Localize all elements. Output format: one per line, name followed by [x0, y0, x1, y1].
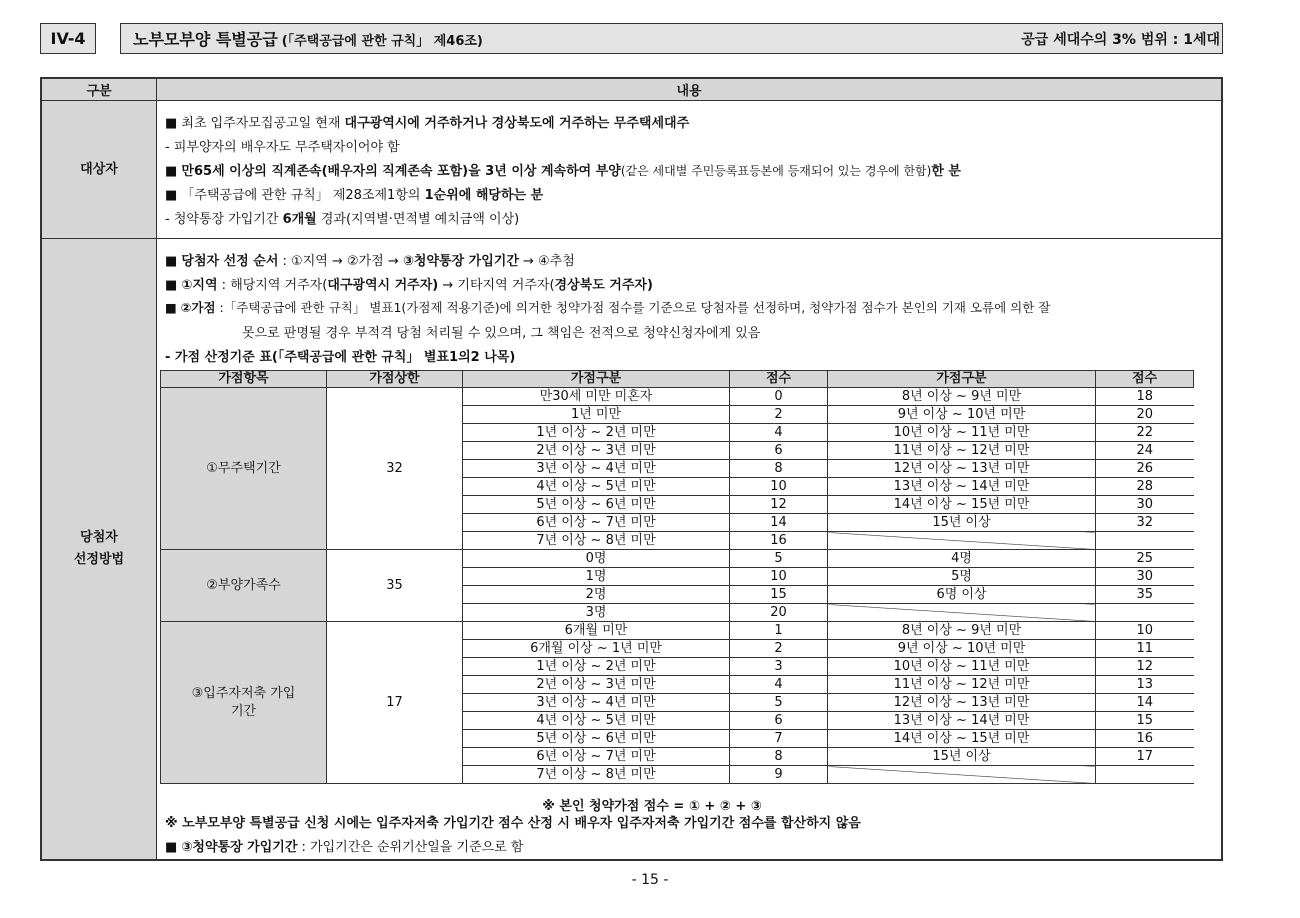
empty-cell — [1096, 532, 1194, 550]
score-value: 9 — [730, 766, 828, 784]
score-category: 0명 — [463, 550, 730, 568]
score-category: 11년 이상 ~ 12년 미만 — [828, 442, 1096, 460]
score-category: 만30세 미만 미혼자 — [463, 388, 730, 406]
text-bold: 한 분 — [931, 164, 961, 179]
text-bold: ③청약통장 가입기간 — [402, 254, 519, 269]
text: : ①지역 → ②가점 → — [278, 254, 403, 269]
selection-line-1: ■ 당첨자 선정 순서 : ①지역 → ②가점 → ③청약통장 가입기간 → ④추첨 — [165, 254, 575, 269]
score-value: 16 — [1096, 730, 1194, 748]
section-title-bar — [120, 23, 1223, 54]
score-item-label: ②부양가족수 — [161, 550, 327, 622]
text-bold: 대구광역시 거주자) — [327, 278, 439, 293]
score-max: 17 — [327, 622, 463, 784]
text-bold: 대구광역시에 거주하거나 경상북도에 거주하는 무주택세대주 — [344, 116, 690, 131]
section-number: IV-4 — [40, 23, 96, 54]
text-bold: ③청약통장 가입기간 — [181, 840, 298, 855]
page-number: - 15 - — [631, 872, 669, 888]
score-category: 13년 이상 ~ 14년 미만 — [828, 478, 1096, 496]
score-category: 1년 이상 ~ 2년 미만 — [463, 424, 730, 442]
text: → 기타지역 거주자( — [438, 278, 555, 293]
score-category: 3년 이상 ~ 4년 미만 — [463, 460, 730, 478]
score-category: 9년 이상 ~ 10년 미만 — [828, 640, 1096, 658]
score-value: 7 — [730, 730, 828, 748]
text-bold: 만65세 이상의 직계존속(배우자의 직계존속 포함)을 3년 이상 계속하여 부양 — [181, 164, 621, 179]
header-item: 가점항목 — [161, 371, 327, 388]
score-value: 28 — [1096, 478, 1194, 496]
score-value: 15 — [730, 586, 828, 604]
score-category: 4년 이상 ~ 5년 미만 — [463, 712, 730, 730]
score-category: 7년 이상 ~ 8년 미만 — [463, 532, 730, 550]
text: : 해당지역 거주자( — [217, 278, 328, 293]
section-subtitle: (「주택공급에 관한 규칙」 제46조) — [281, 34, 483, 49]
score-category: 2년 이상 ~ 3년 미만 — [463, 442, 730, 460]
score-item-label: ①무주택기간 — [161, 388, 327, 550]
category-selection — [42, 239, 157, 859]
score-value: 30 — [1096, 496, 1194, 514]
score-value: 1 — [730, 622, 828, 640]
score-value: 20 — [1096, 406, 1194, 424]
total-score-formula: ※ 본인 청약가점 점수 = ① + ② + ③ — [542, 799, 762, 814]
text: (같은 세대별 주민등록표등본에 등재되어 있는 경우에 한함) — [620, 164, 932, 178]
score-value: 22 — [1096, 424, 1194, 442]
eligibility-line-5 — [165, 208, 519, 227]
score-table-body — [161, 388, 1194, 784]
score-value: 35 — [1096, 586, 1194, 604]
score-category: 1명 — [463, 568, 730, 586]
score-value: 24 — [1096, 442, 1194, 460]
table-row — [161, 550, 1194, 568]
text-bold: 6개월 — [282, 212, 317, 227]
score-value: 2 — [730, 640, 828, 658]
score-value: 12 — [1096, 658, 1194, 676]
header-score: 점수 — [1096, 371, 1194, 388]
category-eligibility: 대상자 — [42, 101, 157, 238]
text: 경과(지역별·면적별 예치금액 이상) — [316, 212, 520, 227]
score-category: 10년 이상 ~ 11년 미만 — [828, 424, 1096, 442]
score-category: 13년 이상 ~ 14년 미만 — [828, 712, 1096, 730]
text-bold: ①지역 — [181, 278, 218, 293]
score-category: 4명 — [828, 550, 1096, 568]
text: :「주택공급에 관한 규칙」 별표1(가점제 적용기준)에 의거한 청약가점 점수를 기준으로 당첨자를 선정하며, 청약가점 점수가 본인의 기재 오류에 의한 잘 — [215, 300, 1051, 315]
score-category: 3명 — [463, 604, 730, 622]
score-value: 17 — [1096, 748, 1194, 766]
header-max: 가점상한 — [327, 371, 463, 388]
category-selection-line-2: 선정방법 — [73, 552, 125, 567]
score-category: 15년 이상 — [828, 748, 1096, 766]
score-category: 6년 이상 ~ 7년 미만 — [463, 748, 730, 766]
score-category: 14년 이상 ~ 15년 미만 — [828, 730, 1096, 748]
score-category: 8년 이상 ~ 9년 미만 — [828, 388, 1096, 406]
score-category: 6개월 미만 — [463, 622, 730, 640]
score-category: 5년 이상 ~ 6년 미만 — [463, 730, 730, 748]
table-row — [161, 622, 1194, 640]
selection-line-3-cont: 못으로 판명될 경우 부적격 당첨 처리될 수 있으며, 그 책임은 전적으로 청약신청자에게 있음 — [242, 326, 761, 341]
score-category: 4년 이상 ~ 5년 미만 — [463, 478, 730, 496]
text: - 청약통장 가입기간 — [165, 212, 283, 227]
score-category: 2명 — [463, 586, 730, 604]
col-header-category: 구분 — [42, 79, 157, 101]
score-value: 10 — [730, 568, 828, 586]
score-value: 15 — [1096, 712, 1194, 730]
score-category: 12년 이상 ~ 13년 미만 — [828, 694, 1096, 712]
score-value: 10 — [1096, 622, 1194, 640]
section-divider — [42, 238, 1221, 239]
score-value: 10 — [730, 478, 828, 496]
score-value: 16 — [730, 532, 828, 550]
empty-cell — [1096, 604, 1194, 622]
empty-cell — [1096, 766, 1194, 784]
eligibility-line-3: ■ 만65세 이상의 직계존속(배우자의 직계존속 포함)을 3년 이상 계속하여 부양(같은 세대별 주민등록표등본에 등재되어 있는 경우에 한함)한 분 — [165, 164, 961, 179]
score-max: 35 — [327, 550, 463, 622]
score-category: 6명 이상 — [828, 586, 1096, 604]
score-value: 14 — [1096, 694, 1194, 712]
score-value: 11 — [1096, 640, 1194, 658]
eligibility-line-2: - 피부양자의 배우자도 무주택자이어야 함 — [165, 140, 400, 155]
selection-line-3: ■ ②가점 :「주택공급에 관한 규칙」 별표1(가점제 적용기준)에 의거한 청약가점 점수를 기준으로 당첨자를 선정하며, 청약가점 점수가 본인의 기재 오류에 의한 잘 — [165, 300, 1051, 315]
text: → ④추첨 — [518, 254, 575, 269]
selection-line-4: - 가점 산정기준 표(「주택공급에 관한 규칙」 별표1의2 나목) — [165, 350, 516, 365]
title-group — [133, 27, 483, 50]
score-category: 5명 — [828, 568, 1096, 586]
score-value: 4 — [730, 676, 828, 694]
score-category: 5년 이상 ~ 6년 미만 — [463, 496, 730, 514]
score-value: 6 — [730, 442, 828, 460]
header-category: 가점구분 — [828, 371, 1096, 388]
score-category: 12년 이상 ~ 13년 미만 — [828, 460, 1096, 478]
score-category: 6년 이상 ~ 7년 미만 — [463, 514, 730, 532]
score-value: 4 — [730, 424, 828, 442]
header-category: 가점구분 — [463, 371, 730, 388]
score-category: 3년 이상 ~ 4년 미만 — [463, 694, 730, 712]
score-value: 25 — [1096, 550, 1194, 568]
empty-slash-cell — [828, 604, 1096, 622]
text-bold: 경상북도 거주자) — [554, 278, 653, 293]
score-max: 32 — [327, 388, 463, 550]
score-category: 10년 이상 ~ 11년 미만 — [828, 658, 1096, 676]
score-category: 6개월 이상 ~ 1년 미만 — [463, 640, 730, 658]
score-category: 15년 이상 — [828, 514, 1096, 532]
score-value: 5 — [730, 694, 828, 712]
score-value: 0 — [730, 388, 828, 406]
supply-note: 공급 세대수의 3% 범위 : 1세대 — [1021, 31, 1220, 48]
score-value: 5 — [730, 550, 828, 568]
table-row — [161, 388, 1194, 406]
score-value: 6 — [730, 712, 828, 730]
score-category: 1년 미만 — [463, 406, 730, 424]
text-bold: ②가점 — [180, 300, 216, 315]
text: : 가입기간은 순위기산일을 기준으로 함 — [297, 840, 524, 855]
score-value: 12 — [730, 496, 828, 514]
score-value: 2 — [730, 406, 828, 424]
score-category: 8년 이상 ~ 9년 미만 — [828, 622, 1096, 640]
selection-note-2: ■ ③청약통장 가입기간 : 가입기간은 순위기산일을 기준으로 함 — [165, 840, 524, 855]
score-value: 13 — [1096, 676, 1194, 694]
score-value: 18 — [1096, 388, 1194, 406]
text: 최초 입주자모집공고일 현재 — [181, 116, 345, 131]
score-item-label: ③입주자저축 가입기간 — [161, 622, 327, 784]
text: 「주택공급에 관한 규칙」 제28조제1항의 — [181, 188, 425, 203]
score-value: 20 — [730, 604, 828, 622]
selection-line-2: ■ ①지역 : 해당지역 거주자(대구광역시 거주자) → 기타지역 거주자(경상북도 거주자) — [165, 278, 653, 293]
text-bold: 1순위에 해당하는 분 — [424, 188, 544, 203]
text-bold: 당첨자 선정 순서 — [181, 254, 279, 269]
score-table — [160, 370, 1194, 784]
score-value: 8 — [730, 460, 828, 478]
header-score: 점수 — [730, 371, 828, 388]
score-value: 8 — [730, 748, 828, 766]
score-category: 7년 이상 ~ 8년 미만 — [463, 766, 730, 784]
score-category: 14년 이상 ~ 15년 미만 — [828, 496, 1096, 514]
col-header-content: 내용 — [157, 79, 1221, 101]
score-category: 1년 이상 ~ 2년 미만 — [463, 658, 730, 676]
empty-slash-cell — [828, 532, 1096, 550]
score-category: 9년 이상 ~ 10년 미만 — [828, 406, 1096, 424]
score-value: 26 — [1096, 460, 1194, 478]
score-category: 2년 이상 ~ 3년 미만 — [463, 676, 730, 694]
selection-note-1: ※ 노부모부양 특별공급 신청 시에는 입주자저축 가입기간 점수 산정 시 배우자 입주자저축 가입기간 점수를 합산하지 않음 — [165, 816, 861, 831]
eligibility-line-4: ■ 「주택공급에 관한 규칙」 제28조제1항의 1순위에 해당하는 분 — [165, 188, 544, 203]
score-value: 30 — [1096, 568, 1194, 586]
score-table-header — [161, 371, 1194, 388]
score-category: 11년 이상 ~ 12년 미만 — [828, 676, 1096, 694]
eligibility-line-1: ■ 최초 입주자모집공고일 현재 대구광역시에 거주하거나 경상북도에 거주하는 무주택세대주 — [165, 116, 690, 131]
category-selection-line-1: 당첨자 — [80, 530, 118, 545]
score-value: 14 — [730, 514, 828, 532]
empty-slash-cell — [828, 766, 1096, 784]
section-title: 노부모부양 특별공급 — [133, 30, 278, 49]
score-value: 3 — [730, 658, 828, 676]
score-value: 32 — [1096, 514, 1194, 532]
